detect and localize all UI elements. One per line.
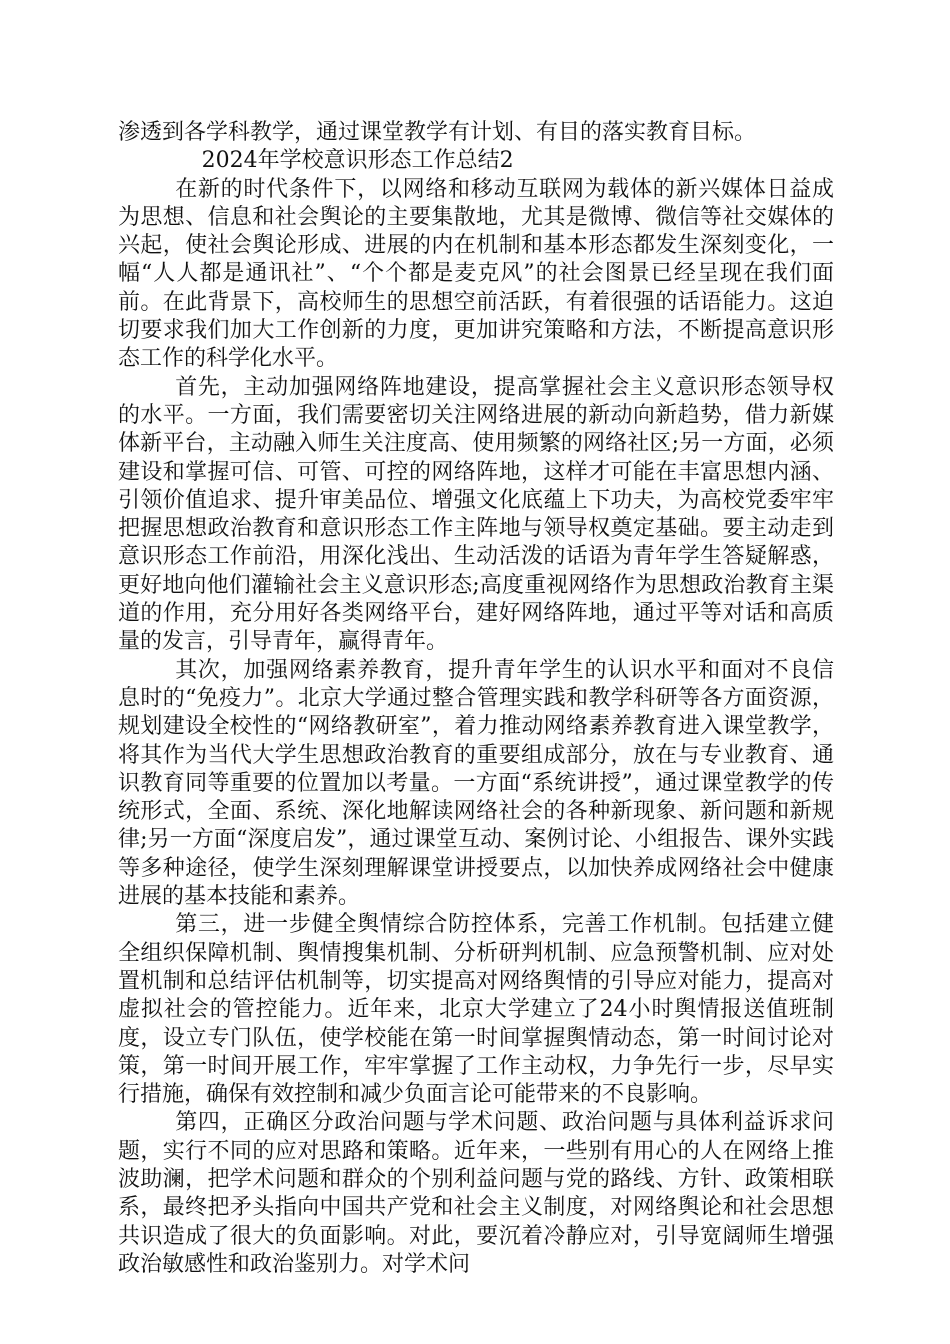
paragraph-fourth: 第四，正确区分政治问题与学术问题、政治问题与具体利益诉求问题，实行不同的应对思路和策略。近年来，一些别有用心的人在网络上推波助澜，把学术问题和群众的个别利益问题与党的路线、方针、政策相联系，最终把矛头指向中国共产党和社会主义制度，对网络舆论和社会思想共识造成了很大的负面影响。对此，要沉着冷静应对，引导宽阔师生增强政治敏感性和政治鉴别力。对学术问 <box>118 1110 834 1277</box>
paragraph-first: 首先，主动加强网络阵地建设，提高掌握社会主义意识形态领导权的水平。一方面，我们需要密切关注网络进展的新动向新趋势，借力新媒体新平台，主动融入师生关注度高、使用频繁的网络社区;另一方面，必须建设和掌握可信、可管、可控的网络阵地，这样才可能在丰富思想内涵、引领价值追求、提升审美品位、增强文化底蕴上下功夫，为高校党委牢牢把握思想政治教育和意识形态工作主阵地与领导权奠定基础。要主动走到意识形态工作前沿，用深化浅出、生动活泼的话语为青年学生答疑解惑，更好地向他们灌输社会主义意识形态;高度重视网络作为思想政治教育主渠道的作用，充分用好各类网络平台，建好网络阵地，通过平等对话和高质量的发言，引导青年，赢得青年。 <box>118 374 834 655</box>
paragraph-third: 第三，进一步健全舆情综合防控体系，完善工作机制。包括建立健全组织保障机制、舆情搜集机制、分析研判机制、应急预警机制、应对处置机制和总结评估机制等，切实提高对网络舆情的引导应对能力，提高对虚拟社会的管控能力。近年来，北京大学建立了24小时舆情报送值班制度，设立专门队伍，使学校能在第一时间掌握舆情动态，第一时间讨论对策，第一时间开展工作，牢牢掌握了工作主动权，力争先行一步，尽早实行措施，确保有效控制和减少负面言论可能带来的不良影响。 <box>118 912 834 1108</box>
paragraph-continuation: 渗透到各学科教学，通过课堂教学有计划、有目的落实教育目标。 <box>118 120 757 145</box>
paragraph-intro: 在新的时代条件下，以网络和移动互联网为载体的新兴媒体日益成为思想、信息和社会舆论的主要集散地，尤其是微博、微信等社交媒体的兴起，使社会舆论形成、进展的内在机制和基本形态都发生深刻变化，一幅“人人都是通讯社”、“个个都是麦克风”的社会图景已经呈现在我们面前。在此背景下，高校师生的思想空前活跃，有着很强的话语能力。这迫切要求我们加大工作创新的力度，更加讲究策略和方法，不断提高意识形态工作的科学化水平。 <box>118 176 834 372</box>
section-heading: 2024年学校意识形态工作总结2 <box>201 148 514 174</box>
document-body <box>118 119 834 1279</box>
paragraph-second: 其次，加强网络素养教育，提升青年学生的认识水平和面对不良信息时的“免疫力”。北京大学通过整合管理实践和教学科研等各方面资源，规划建设全校性的“网络教研室”，着力推动网络素养教育进入课堂教学，将其作为当代大学生思想政治教育的重要组成部分，放在与专业教育、通识教育同等重要的位置加以考量。一方面“系统讲授”，通过课堂教学的传统形式，全面、系统、深化地解读网络社会的各种新现象、新问题和新规律;另一方面“深度启发”，通过课堂互动、案例讨论、小组报告、课外实践等多种途径，使学生深刻理解课堂讲授要点，以加快养成网络社会中健康进展的基本技能和素养。 <box>118 657 834 910</box>
